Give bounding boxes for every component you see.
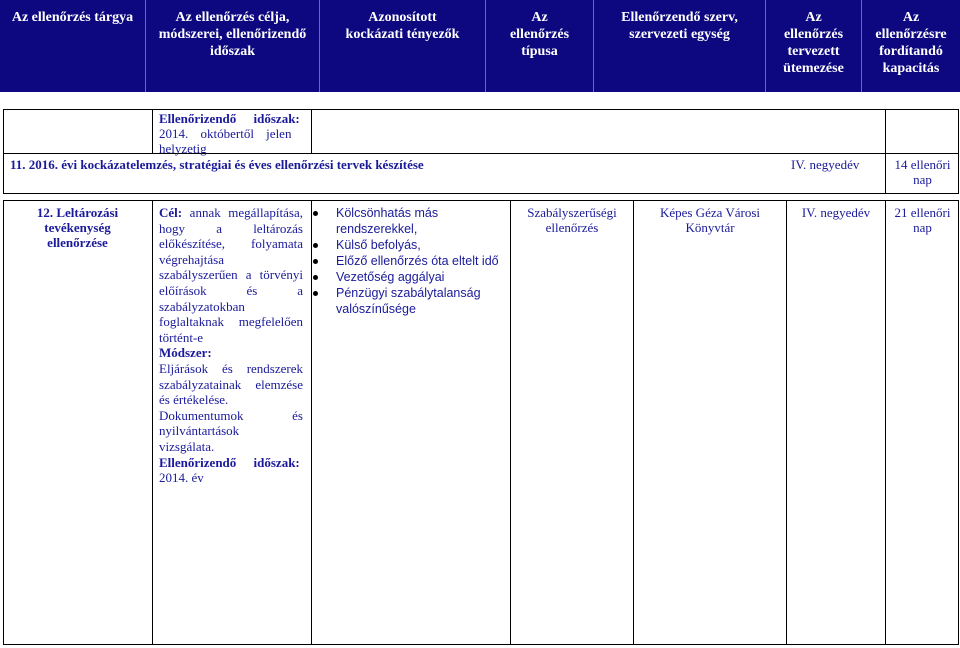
header-col-goal: Az ellenőrzés célja, módszerei, ellenőrizendő időszak: [146, 0, 320, 92]
header-col-risks: Azonosított kockázati tényezők: [320, 0, 486, 92]
goal-line: hogy a leltározás: [159, 220, 303, 236]
top-period-line1: 2014. októbertől jelen: [159, 126, 292, 141]
list-item: Pénzügyi szabálytalanság: [306, 285, 516, 301]
top-period-line2: helyzetig: [159, 141, 207, 156]
goal-line: végrehajtása: [159, 251, 224, 267]
list-item: rendszerekkel,: [336, 222, 418, 236]
row12-subject-line2: tevékenység: [44, 220, 111, 235]
row12-subject-line1: 12. Leltározási: [36, 205, 119, 220]
row12-schedule: IV. negyedév: [801, 205, 871, 220]
row12-org-line1: Képes Géza Városi: [659, 205, 761, 220]
row11-capacity-line2: nap: [913, 172, 932, 187]
row12-subject-line3: ellenőrzése: [47, 235, 108, 250]
goal-line: előírások és a: [159, 282, 303, 298]
top-period-label: Ellenőrizendő időszak:: [159, 111, 300, 126]
method-line: Dokumentumok és: [159, 407, 303, 423]
row12-type-line1: Szabályszerűségi: [527, 205, 617, 220]
header-col-capacity: Az ellenőrzésre fordítandó kapacitás: [875, 10, 947, 76]
column-divider: [311, 109, 312, 153]
list-item: Külső befolyás,: [306, 237, 516, 253]
row12-type-line2: ellenőrzés: [545, 220, 599, 235]
goal-line: szabályszerűen a törvényi: [159, 267, 303, 283]
row11-title: 11. 2016. évi kockázatelemzés, stratégiai és éves ellenőrzési tervek készítése: [10, 157, 424, 172]
row12-goal-block: [159, 205, 303, 486]
header-col-org: Ellenőrzendő szerv, szervezeti egység: [594, 0, 766, 92]
method-label: Módszer:: [159, 345, 212, 361]
list-item: valószínűsége: [336, 302, 416, 316]
row11-schedule: IV. negyedév: [791, 157, 860, 172]
period-label: Ellenőrizendő időszak:: [159, 454, 300, 470]
row-divider: [3, 153, 959, 154]
row11-capacity-line1: 14 ellenőri: [894, 157, 951, 172]
row12-capacity-line2: nap: [913, 220, 932, 235]
method-line: és értékelése.: [159, 392, 229, 408]
column-divider: [152, 109, 153, 153]
column-divider: [152, 200, 153, 645]
goal-line: előkészítése, folyamata: [159, 236, 303, 252]
method-line: vizsgálata.: [159, 438, 215, 454]
goal-line: Cél: annak megállapítása,: [159, 205, 303, 220]
header-col-subject: Az ellenőrzés tárgya: [0, 0, 146, 92]
column-divider: [885, 200, 886, 645]
previous-rows-frame: [3, 109, 959, 194]
method-line: Eljárások és rendszerek: [159, 360, 303, 376]
method-line: szabályzatainak elemzése: [159, 376, 303, 392]
goal-label: Cél:: [159, 205, 183, 220]
risk-factor-list: [306, 205, 516, 317]
goal-line: szabályzatokban: [159, 298, 245, 314]
header-col-type: Az ellenőrzés típusa: [486, 0, 594, 92]
list-item: Előző ellenőrzés óta eltelt idő: [306, 253, 516, 269]
column-divider: [633, 200, 634, 645]
list-item: Vezetőség aggályai: [306, 269, 516, 285]
column-divider: [786, 200, 787, 645]
method-line: nyilvántartások: [159, 423, 240, 439]
table-header: [0, 0, 960, 92]
goal-line: foglaltaknak megfelelően: [159, 314, 303, 330]
row12-org-line2: Könyvtár: [685, 220, 735, 235]
list-item: Kölcsönhatás más: [306, 205, 516, 221]
header-col-schedule: Az ellenőrzés tervezett ütemezése: [766, 0, 862, 92]
row12-capacity-line1: 21 ellenőri: [894, 205, 951, 220]
period-value: 2014. év: [159, 470, 204, 486]
goal-line: történt-e: [159, 329, 204, 345]
